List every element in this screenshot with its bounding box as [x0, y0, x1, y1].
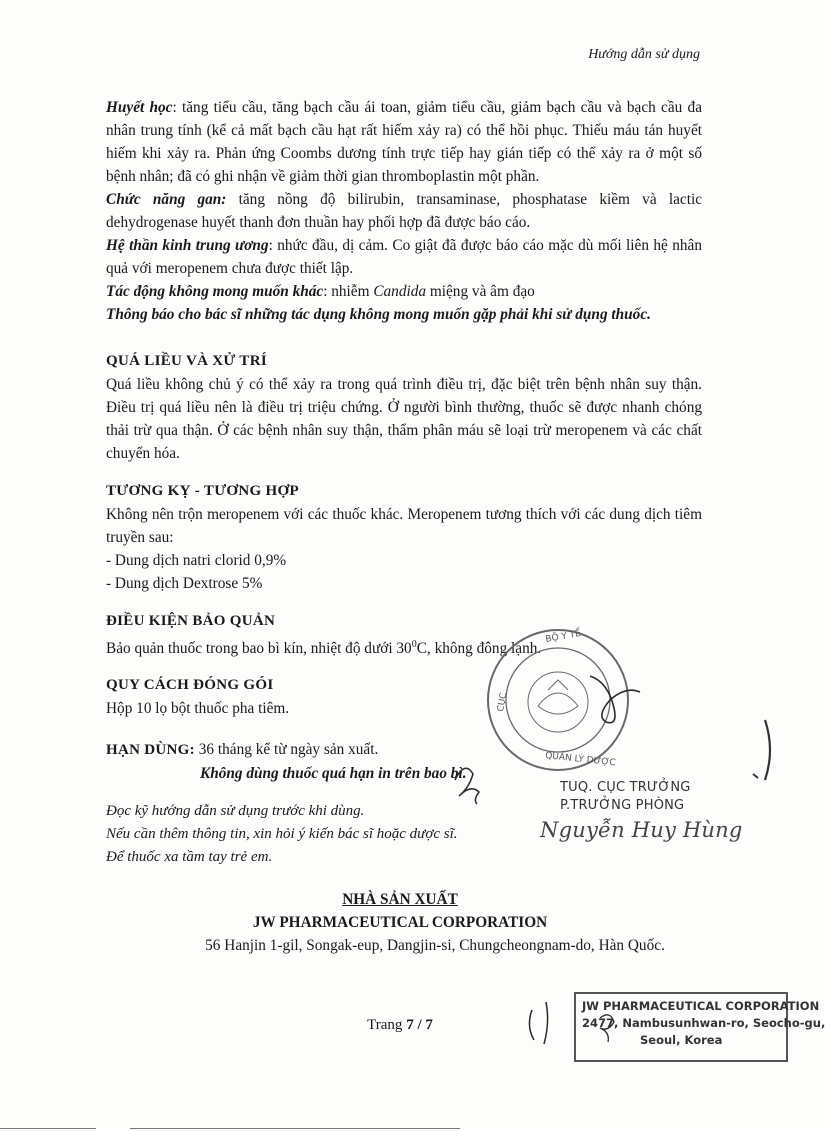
- cns-label: Hệ thần kinh trung ương: [106, 237, 269, 254]
- compatibility-text: Không nên trộn meropenem với các thuốc khác. Meropenem tương thích với các dung dịch tiêm truyền sau:: [106, 506, 702, 546]
- svg-text:QUẢN LÝ DƯỢC: QUẢN LÝ DƯỢC: [544, 751, 617, 769]
- compatibility-section: [106, 480, 702, 595]
- compatibility-item: - Dung dịch Dextrose 5%: [106, 575, 263, 592]
- manufacturer-name: JW PHARMACEUTICAL CORPORATION: [252, 914, 548, 931]
- bottom-rule-left: [0, 1128, 96, 1129]
- usage-note: Đọc kỹ hướng dẫn sử dụng trước khi dùng.: [106, 803, 365, 819]
- stamp-line: 2477, Nambusunhwan-ro, Seocho-gu,: [582, 1016, 825, 1030]
- expiry-text: 36 tháng kể từ ngày sản xuất.: [194, 741, 379, 758]
- manufacturer-section: [0, 888, 800, 957]
- bottom-rule-right: [130, 1128, 460, 1129]
- packaging-heading: QUY CÁCH ĐÓNG GÓI: [106, 677, 274, 693]
- expiry-heading: HẠN DÙNG:: [106, 742, 195, 758]
- storage-heading: ĐIỀU KIỆN BẢO QUẢN: [106, 613, 276, 629]
- compatibility-heading: TƯƠNG KỴ - TƯƠNG HỢP: [106, 483, 299, 499]
- stamp-line: Seoul, Korea: [640, 1033, 723, 1047]
- signature-title-2: P.TRƯỞNG PHÒNG: [560, 798, 685, 813]
- usage-note: Nếu cần thêm thông tin, xin hỏi ý kiến bác sĩ hoặc dược sĩ.: [106, 826, 458, 842]
- page-number: Trang 7 / 7: [367, 1017, 433, 1033]
- overdose-heading: QUÁ LIỀU VÀ XỬ TRÍ: [106, 353, 267, 369]
- stamp-line: JW PHARMACEUTICAL CORPORATION: [582, 999, 820, 1013]
- expiry-warning: Không dùng thuốc quá hạn in trên bao bì.: [200, 765, 467, 782]
- liver-label: Chức năng gan:: [106, 191, 227, 208]
- liver-text: tăng nồng độ bilirubin, transaminase, phosphatase kiềm và lactic dehydrogenase huyết thanh đơn thuần hay phối hợp đã được báo cáo.: [106, 191, 702, 231]
- other-effects-label: Tác động không mong muốn khác: [106, 283, 324, 300]
- signer-name: Nguyễn Huy Hùng: [540, 818, 743, 842]
- usage-note: Để thuốc xa tầm tay trẻ em.: [106, 849, 273, 865]
- svg-text:BỘ Y TẾ: BỘ Y TẾ: [544, 628, 582, 645]
- storage-text: Bảo quản thuốc trong bao bì kín, nhiệt độ dưới $30^0C$, không đông lạnh.: [106, 639, 542, 658]
- liver-paragraph: [106, 188, 702, 234]
- overdose-section: [106, 350, 702, 465]
- manufacturer-label: NHÀ SẢN XUẤT: [342, 891, 458, 908]
- expiry-section: [106, 738, 702, 785]
- other-effects-text-a: : nhiễm: [323, 283, 374, 300]
- storage-section: [106, 610, 702, 660]
- document-header: Hướng dẫn sử dụng: [588, 47, 700, 62]
- overdose-text: Quá liều không chủ ý có thể xảy ra trong quá trình điều trị, đặc biệt trên bệnh nhân suy thận. Điều trị quá liều nên là điều trị triệu chứng. Ở người bình thường, thuốc sẽ được nhanh chóng thải trừ qua thận. Ở các bệnh nhân suy thận, thẩm phân máu sẽ loại trừ meropenem và các chất chuyển hóa.: [106, 376, 702, 462]
- cns-text: : nhức đầu, dị cảm. Co giật đã được báo cáo mặc dù mối liên hệ nhân quả với meropenem chưa được thiết lập.: [106, 237, 702, 277]
- signature-title-1: TUQ. CỤC TRƯỞNG: [560, 780, 691, 795]
- compatibility-item: - Dung dịch natri clorid 0,9%: [106, 552, 287, 569]
- other-effects-text-b: miệng và âm đạo: [426, 283, 535, 300]
- svg-text:CỤC: CỤC: [496, 691, 510, 713]
- adverse-effects-section: [106, 96, 702, 326]
- other-effects-paragraph: [106, 280, 702, 303]
- packaging-section: [106, 674, 702, 720]
- hematology-label: Huyết học: [106, 99, 173, 116]
- usage-notes: [106, 800, 458, 869]
- cns-paragraph: [106, 234, 702, 280]
- adverse-notice: Thông báo cho bác sĩ những tác dụng không mong muốn gặp phải khi sử dụng thuốc.: [106, 306, 651, 323]
- expiry-line: [106, 738, 702, 762]
- hematology-paragraph: [106, 96, 702, 188]
- candida-term: Candida: [373, 283, 427, 300]
- hematology-text: : tăng tiểu cầu, tăng bạch cầu ái toan, giảm tiểu cầu, giảm bạch cầu và bạch cầu đa nhân trung tính (kể cả mất bạch cầu hạt rất hiếm xảy ra) có thể hồi phục. Thiếu máu tán huyết hiếm khi xảy ra. Phản ứng Coombs dương tính trực tiếp hay gián tiếp có thể xảy ra ở một số bệnh nhân; đã có ghi nhận về giảm thời gian thromboplastin một phần.: [106, 99, 702, 185]
- manufacturer-address: 56 Hanjin 1-gil, Songak-eup, Dangjin-si, Chungcheongnam-do, Hàn Quốc.: [205, 937, 665, 954]
- packaging-text: Hộp 10 lọ bột thuốc pha tiêm.: [106, 700, 290, 717]
